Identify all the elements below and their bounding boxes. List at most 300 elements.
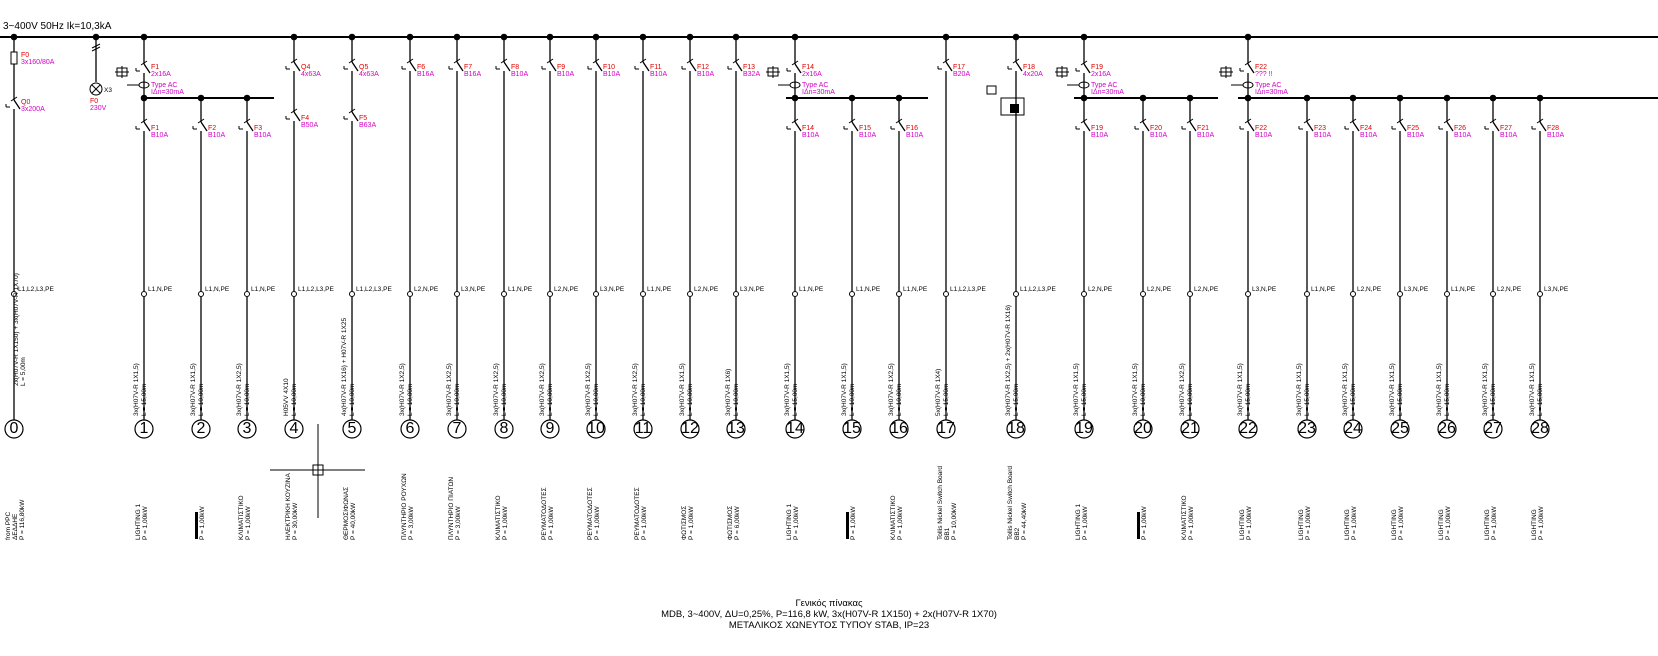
circuit-phases: L2,N,PE: [1147, 286, 1172, 293]
breaker-contact: [1400, 122, 1406, 131]
circuit-breaker[interactable]: [1532, 118, 1546, 137]
circuit-description: ΠΛΥΝΤΗΡΙΟ ΠΙΑΤΩΝ: [448, 476, 455, 540]
circuit-device-rating: B10A: [208, 132, 226, 139]
circuit-breaker[interactable]: [136, 118, 150, 137]
circuit-number: 13: [727, 420, 745, 437]
terminal-marker: [1351, 292, 1356, 297]
circuit-number: 28: [1531, 420, 1549, 437]
breaker-contact: [1143, 122, 1149, 131]
circuit-26: [1436, 95, 1476, 540]
rcd-breaker[interactable]: [787, 60, 801, 79]
upper-breaker[interactable]: [344, 58, 358, 77]
breaker-contact: [1540, 122, 1546, 131]
circuit-device-label: F14: [802, 125, 815, 132]
breaker-contact: [550, 62, 556, 71]
circuit-device-label: F25: [1407, 125, 1420, 132]
rcd-idn: IΔn=30mA: [1255, 89, 1288, 96]
main-cable: 2x(H07V-R 1X150) + 3x(H07V-R 1X70): [13, 273, 20, 386]
rcd-type: Type AC: [151, 82, 178, 89]
circuit-phases: L1,N,PE: [799, 286, 824, 293]
circuit-description: P = 40,00kW: [350, 502, 357, 540]
upper-device-rating: B10A: [650, 71, 668, 78]
circuit-number: 12: [681, 420, 699, 437]
breaker-contact: [690, 62, 696, 71]
circuit-phases: L2,N,PE: [1088, 286, 1113, 293]
circuit-description: P = 1,00kW: [142, 506, 149, 540]
circuit-phases: L2,N,PE: [1194, 286, 1219, 293]
circuit-length: L = 15,00m: [1350, 383, 1357, 416]
panel-enclosure: ΜΕΤΑΛΙΚΟΣ ΧΩΝΕΥΤΟΣ ΤΥΠΟΥ STAB, IP=23: [728, 620, 930, 631]
circuit-number: 25: [1391, 420, 1409, 437]
circuit-device-label: F22: [1255, 125, 1268, 132]
unlabeled-marker: [195, 512, 198, 539]
circuit-device-label: F1: [151, 125, 160, 132]
circuit-28: [1529, 95, 1569, 540]
circuit-device-label: F20: [1150, 125, 1163, 132]
circuit-description: Tollis Nickel Switch Board: [1007, 465, 1014, 540]
upper-device-label: F17: [953, 64, 966, 71]
circuit-number: 8: [499, 420, 509, 437]
circuit-cable: 3x(H07V-R 1X1,5): [1237, 363, 1244, 416]
circuit-device-rating: B10A: [802, 132, 820, 139]
circuit-description: P = 10,00kW: [951, 502, 958, 540]
circuit-19: [1073, 98, 1113, 540]
circuit-description: LIGHTING: [1344, 509, 1351, 540]
circuit-breaker[interactable]: [1076, 118, 1090, 137]
breaker-contact: [144, 122, 150, 131]
breaker-contact: [504, 62, 510, 71]
terminal-marker: [548, 292, 553, 297]
circuit-20: [1132, 95, 1172, 540]
circuit-cable: 3x(H07V-R 1X2,5): [493, 363, 500, 416]
circuit-length: L = 10,00m: [1187, 383, 1194, 416]
circuit-25: [1389, 95, 1429, 540]
breaker-contact: [352, 62, 358, 71]
upper-breaker[interactable]: [402, 58, 416, 77]
circuit-cable: 3x(H07V-R 1X6): [725, 368, 732, 416]
terminal-marker: [292, 292, 297, 297]
terminal-marker: [897, 292, 902, 297]
breaker-contact: [1248, 122, 1254, 131]
circuit-breaker[interactable]: [891, 118, 905, 137]
circuit-description: ΡΕΥΜΑΤΟΔΟΤΕΣ: [634, 487, 641, 540]
upper-device-label: F18: [1023, 64, 1036, 71]
circuit-device-label: F16: [906, 125, 919, 132]
upper-breaker[interactable]: [682, 58, 696, 77]
circuit-cable: 3x(H07V-R 1X2,5): [446, 363, 453, 416]
circuit-24: [1342, 95, 1382, 540]
main-phases: L1,L2,L3,PE: [18, 286, 54, 293]
rcd-label: F1: [151, 64, 160, 71]
rcd-rating: 2x16A: [1091, 71, 1111, 78]
upper-device-rating: B10A: [603, 71, 621, 78]
circuit-description: P = 1,00kW: [1491, 506, 1498, 540]
circuit-description: ΚΛΙΜΑΤΙΣΤΙΚΟ: [1181, 495, 1188, 540]
circuit-phases: L3,N,PE: [740, 286, 765, 293]
lamp-fuse-label: F0: [90, 98, 99, 105]
upper-device-label: F6: [417, 64, 426, 71]
circuit-length: L = 10,00m: [640, 383, 647, 416]
circuit-17: [935, 77, 986, 540]
lamp-voltage: 230V: [90, 105, 107, 112]
terminal-marker: [688, 292, 693, 297]
circuit-cable: 3x(H07V-R 1X1,5): [1482, 363, 1489, 416]
circuit-phases: L1,N,PE: [1311, 286, 1336, 293]
circuit-cable: 4x(H07V-R 1X16) + H07V-R 1X25: [341, 317, 348, 416]
circuit-length: L = 15,00m: [1490, 383, 1497, 416]
breaker-contact: [410, 62, 416, 71]
circuit-phases: L1,N,PE: [148, 286, 173, 293]
circuit-device-label: F28: [1547, 125, 1560, 132]
circuit-length: L = 10,00m: [198, 383, 205, 416]
breaker-contact: [1307, 122, 1313, 131]
circuit-phases: L1,L2,L3,PE: [950, 286, 986, 293]
circuit-cable: 3x(H07V-R 1X1,5): [1342, 363, 1349, 416]
rcd-label: F14: [802, 64, 815, 71]
circuit-breaker[interactable]: [1135, 118, 1149, 137]
terminal-marker: [1082, 292, 1087, 297]
circuit-number: 23: [1298, 420, 1316, 437]
circuit-breaker[interactable]: [787, 118, 801, 137]
circuit-device-label: F4: [301, 115, 310, 122]
circuit-device-label: F27: [1500, 125, 1513, 132]
circuit-length: L = 10,00m: [454, 383, 461, 416]
circuit-group: [133, 77, 1569, 540]
circuit-number: 22: [1239, 420, 1257, 437]
breaker-contact: [1353, 122, 1359, 131]
circuit-breaker[interactable]: [1439, 118, 1453, 137]
circuit-phases: L1,L2,L3,PE: [1020, 286, 1056, 293]
rcd-type: Type AC: [1091, 82, 1118, 89]
upper-device-rating: B20A: [953, 71, 971, 78]
circuit-description: P = 1,00kW: [502, 506, 509, 540]
circuit-description: ΡΕΥΜΑΤΟΔΟΤΕΣ: [587, 487, 594, 540]
rcd-rating: 2x16A: [151, 71, 171, 78]
circuit-cable: 3x(H07V-R 1X1,5): [841, 363, 848, 416]
terminal-marker: [455, 292, 460, 297]
circuit-length: L = 10,00m: [1140, 383, 1147, 416]
circuit-description: ΘΕΡΜΟΣΙΦΩΝΑΣ: [343, 486, 350, 540]
terminal-marker: [1305, 292, 1310, 297]
upper-device-label: F8: [511, 64, 520, 71]
upper-breaker[interactable]: [728, 58, 742, 77]
circuit-breaker[interactable]: [1392, 118, 1406, 137]
upper-device-rating: B16A: [417, 71, 435, 78]
terminal-marker: [245, 292, 250, 297]
breaker-contact: [457, 62, 463, 71]
circuit-description: P = 1,00kW: [1305, 506, 1312, 540]
circuit-phases: L2,N,PE: [694, 286, 719, 293]
circuit-number: 10: [587, 420, 605, 437]
panel-title: Γενικός πίνακας: [795, 598, 863, 609]
circuit-description: P = 1,00kW: [897, 506, 904, 540]
circuit-description: P = 1,00kW: [850, 506, 857, 540]
circuit-number: 27: [1484, 420, 1502, 437]
circuit-cable: 5x(H07V-R 1X4): [935, 368, 942, 416]
circuit-number: 11: [634, 420, 652, 437]
breaker-contact: [946, 62, 952, 71]
circuit-description: ΡΕΥΜΑΤΟΔΟΤΕΣ: [541, 487, 548, 540]
circuit-device-rating: B10A: [151, 132, 169, 139]
circuit-phases: L1,L2,L3,PE: [356, 286, 392, 293]
circuit-phases: L1,N,PE: [251, 286, 276, 293]
rcd-idn: IΔn=30mA: [1091, 89, 1124, 96]
main-switch-rating: 3x200A: [21, 106, 45, 113]
circuit-description: ΠΛΥΝΤΗΡΙΟ ΡΟΥΧΩΝ: [401, 473, 408, 540]
signal-lamp-icon: [90, 83, 102, 95]
circuit-cable: 3x(H07V-R 1X2,5): [585, 363, 592, 416]
rcd-label: F19: [1091, 64, 1104, 71]
circuit-length: L = 15,00m: [792, 383, 799, 416]
upper-breaker[interactable]: [1008, 58, 1022, 77]
upper-device-label: F10: [603, 64, 616, 71]
breaker-contact: [1084, 122, 1090, 131]
lamp-label: X3: [104, 87, 112, 94]
circuit-description: P = 6,00kW: [734, 506, 741, 540]
upper-breaker[interactable]: [938, 58, 952, 77]
breaker-contact: [736, 62, 742, 71]
circuit-description: LIGHTING: [1484, 509, 1491, 540]
circuit-breaker[interactable]: [1182, 118, 1196, 137]
circuit-length: L = 10,00m: [291, 383, 298, 416]
circuit-device-label: F19: [1091, 125, 1104, 132]
unlabeled-marker: [1137, 512, 1140, 539]
circuit-phases: L3,N,PE: [600, 286, 625, 293]
supply-label: 3~400V 50Hz Ik=10,3kA: [3, 21, 112, 32]
terminal-marker: [594, 292, 599, 297]
circuit-breaker[interactable]: [1240, 118, 1254, 137]
circuit-description: P = 1,00kW: [688, 506, 695, 540]
circuit-device-label: F26: [1454, 125, 1467, 132]
circuit-phases: L1,N,PE: [1451, 286, 1476, 293]
circuit-device-rating: B10A: [1091, 132, 1109, 139]
circuit-description: P = 1,00kW: [1445, 506, 1452, 540]
circuit-number: 5: [347, 420, 357, 437]
upper-breaker[interactable]: [286, 58, 300, 77]
breaker-contact: [1084, 64, 1090, 73]
breaker-contact: [352, 112, 358, 121]
circuit-device-rating: B10A: [1454, 132, 1472, 139]
circuit-number: 26: [1438, 420, 1456, 437]
circuit-phases: L2,N,PE: [554, 286, 579, 293]
upper-device-label: F9: [557, 64, 566, 71]
circuit-description: ΚΛΙΜΑΤΙΣΤΙΚΟ: [890, 495, 897, 540]
rcd-breaker[interactable]: [1076, 60, 1090, 79]
circuit-breaker[interactable]: [344, 108, 358, 127]
circuit-phases: L1,N,PE: [856, 286, 881, 293]
circuit-cable: 3x(H07V-R 1X2,5): [399, 363, 406, 416]
upper-breaker[interactable]: [542, 58, 556, 77]
breaker-contact: [899, 122, 905, 131]
upper-device-label: F13: [743, 64, 756, 71]
circuit-number: 20: [1134, 420, 1152, 437]
circuit-description: P = 1,00kW: [199, 506, 206, 540]
upper-device-rating: 4x63A: [301, 71, 321, 78]
circuit-device-label: F2: [208, 125, 217, 132]
fuse-symbol[interactable]: [11, 52, 17, 64]
terminal-marker: [1491, 292, 1496, 297]
circuit-description: LIGHTING: [1298, 509, 1305, 540]
circuit-breaker[interactable]: [239, 118, 253, 137]
rcd-breaker[interactable]: [136, 60, 150, 79]
circuit-8: [493, 77, 533, 540]
terminal-marker: [850, 292, 855, 297]
circuit-number: 21: [1181, 420, 1199, 437]
circuit-cable: 3x(H07V-R 1X2,5): [539, 363, 546, 416]
breaker-contact: [852, 122, 858, 131]
circuit-number: 24: [1344, 420, 1362, 437]
upper-breaker[interactable]: [496, 58, 510, 77]
circuit-length: L = 10,00m: [407, 383, 414, 416]
circuit-description: P = 1,00kW: [594, 506, 601, 540]
circuit-phases: L1,N,PE: [647, 286, 672, 293]
rcd-type: Type AC: [1255, 82, 1282, 89]
circuit-description: P = 1,00kW: [1538, 506, 1545, 540]
circuit-device-label: F23: [1314, 125, 1327, 132]
circuit-description: Tollis Nickel Switch Board: [937, 465, 944, 540]
circuit-device-rating: B10A: [1360, 132, 1378, 139]
circuit-description: LIGHTING 1: [135, 503, 142, 540]
circuit-description: ΔΕΔΔΗΕ: [12, 513, 19, 540]
circuit-cable: 3x(H07V-R 1X1,5): [1529, 363, 1536, 416]
circuit-description: P = 3,00kW: [408, 506, 415, 540]
circuit-device-label: F3: [254, 125, 263, 132]
circuit-device-rating: B10A: [1255, 132, 1273, 139]
breaker-contact: [1248, 64, 1254, 73]
upper-device-rating: B10A: [697, 71, 715, 78]
circuit-description: ΚΛΙΜΑΤΙΣΤΙΚΟ: [238, 495, 245, 540]
circuit-phases: L1,N,PE: [508, 286, 533, 293]
circuit-device-label: F21: [1197, 125, 1210, 132]
circuit-description: P = 1,00kW: [1246, 506, 1253, 540]
circuit-length: L = 15,00m: [1013, 383, 1020, 416]
main-fuse-rating: 3x160/80A: [21, 59, 55, 66]
terminal-marker: [1014, 292, 1019, 297]
upper-device-rating: B32A: [743, 71, 761, 78]
circuit-breaker[interactable]: [193, 118, 207, 137]
upper-breaker[interactable]: [588, 58, 602, 77]
circuit-cable: 3x(H07V-R 1X2,5): [888, 363, 895, 416]
main-fuse-label: F0: [21, 52, 30, 59]
circuit-device-rating: B10A: [254, 132, 272, 139]
circuit-phases: L3,N,PE: [1404, 286, 1429, 293]
circuit-description: BB2: [1014, 527, 1021, 540]
circuit-length: L = 10,00m: [849, 383, 856, 416]
circuit-device-rating: B63A: [359, 122, 377, 129]
terminal-marker: [734, 292, 739, 297]
circuit-description: ΦΩΤΙΣΜΟΣ: [727, 505, 734, 540]
main-switch[interactable]: [6, 96, 20, 115]
circuit-cable: 3x(H07V-R 1X2,5): [1179, 363, 1186, 416]
circuit-length: L = 15,00m: [1081, 383, 1088, 416]
circuit-length: L = 15,00m: [1304, 383, 1311, 416]
circuit-phases: L1,L2,L3,PE: [298, 286, 334, 293]
circuit-device-rating: B10A: [1314, 132, 1332, 139]
circuit-cable: 3x(H07V-R 1X1,5): [679, 363, 686, 416]
circuit-cable: H05VV 4X10: [283, 378, 290, 416]
upper-device-label: F11: [650, 64, 662, 71]
circuit-length: L = 15,00m: [943, 383, 950, 416]
terminal-marker: [1188, 292, 1193, 297]
rcd-type: Type AC: [802, 82, 829, 89]
upper-device-label: Q4: [301, 64, 311, 71]
circuit-description: LIGHTING: [1531, 509, 1538, 540]
terminal-marker: [793, 292, 798, 297]
upper-device-rating: B16A: [464, 71, 482, 78]
panel-caption: [0, 598, 1658, 631]
circuit-number: 14: [786, 420, 804, 437]
upper-device-rating: 4x20A: [1023, 71, 1043, 78]
circuit-number: 16: [890, 420, 908, 437]
circuit-1: [133, 98, 173, 540]
terminal-marker: [142, 292, 147, 297]
circuit-11: [632, 77, 672, 540]
upper-device-label: Q5: [359, 64, 369, 71]
circuit-number: 18: [1007, 420, 1025, 437]
circuit-device-label: F15: [859, 125, 872, 132]
terminal-marker: [350, 292, 355, 297]
circuit-description: P = 1,00kW: [1188, 506, 1195, 540]
rcd-rating: ??? !!: [1255, 71, 1273, 78]
breaker-contact: [1016, 62, 1022, 71]
circuit-7: [446, 77, 486, 540]
circuit-2: [190, 95, 230, 540]
circuit-22: [1237, 98, 1277, 540]
circuit-cable: 3x(H07V-R 1X1,5): [190, 363, 197, 416]
circuit-breaker[interactable]: [1345, 118, 1359, 137]
circuit-phases: L2,N,PE: [414, 286, 439, 293]
circuit-description: P = 1,00kW: [1141, 506, 1148, 540]
breaker-contact: [294, 62, 300, 71]
circuit-description: P = 1,00kW: [641, 506, 648, 540]
upper-breaker[interactable]: [449, 58, 463, 77]
circuit-description: P = 1,00kW: [1351, 506, 1358, 540]
circuit-number: 0: [9, 420, 19, 437]
circuit-number: 7: [452, 420, 462, 437]
circuit-14: [784, 98, 824, 540]
circuit-breaker[interactable]: [844, 118, 858, 137]
circuit-5: [341, 77, 392, 540]
upper-breaker[interactable]: [635, 58, 649, 77]
rcd-breaker[interactable]: [1240, 60, 1254, 79]
circuit-breaker[interactable]: [286, 108, 300, 127]
upper-device-label: F12: [697, 64, 710, 71]
circuit-cable: 3x(H07V-R 1X1,5): [1436, 363, 1443, 416]
circuit-device-label: F5: [359, 115, 368, 122]
circuit-description: P = 44,40kW: [1021, 502, 1028, 540]
circuit-length: L = 10,00m: [501, 383, 508, 416]
circuit-description: ΦΩΤΙΣΜΟΣ: [681, 505, 688, 540]
circuit-breaker[interactable]: [1299, 118, 1313, 137]
circuit-description: P = 30,00kW: [292, 502, 299, 540]
circuit-number: 6: [405, 420, 415, 437]
rcd-idn: IΔn=30mA: [802, 89, 835, 96]
circuit-15: [841, 95, 881, 540]
upper-device-rating: B10A: [557, 71, 575, 78]
circuit-device-rating: B50A: [301, 122, 319, 129]
circuit-description: ΗΛΕΚΤΡΙΚΗ ΚΟΥΖΙΝΑ: [285, 473, 292, 540]
terminal-marker: [408, 292, 413, 297]
circuit-number: 19: [1075, 420, 1093, 437]
circuit-description: P = 1,00kW: [1398, 506, 1405, 540]
terminal-marker: [1246, 292, 1251, 297]
circuit-device-rating: B10A: [859, 132, 877, 139]
breaker-contact: [1493, 122, 1499, 131]
circuit-description: from PPC: [5, 511, 12, 540]
circuit-6: [399, 77, 439, 540]
circuit-breaker[interactable]: [1485, 118, 1499, 137]
breaker-contact: [144, 64, 150, 73]
